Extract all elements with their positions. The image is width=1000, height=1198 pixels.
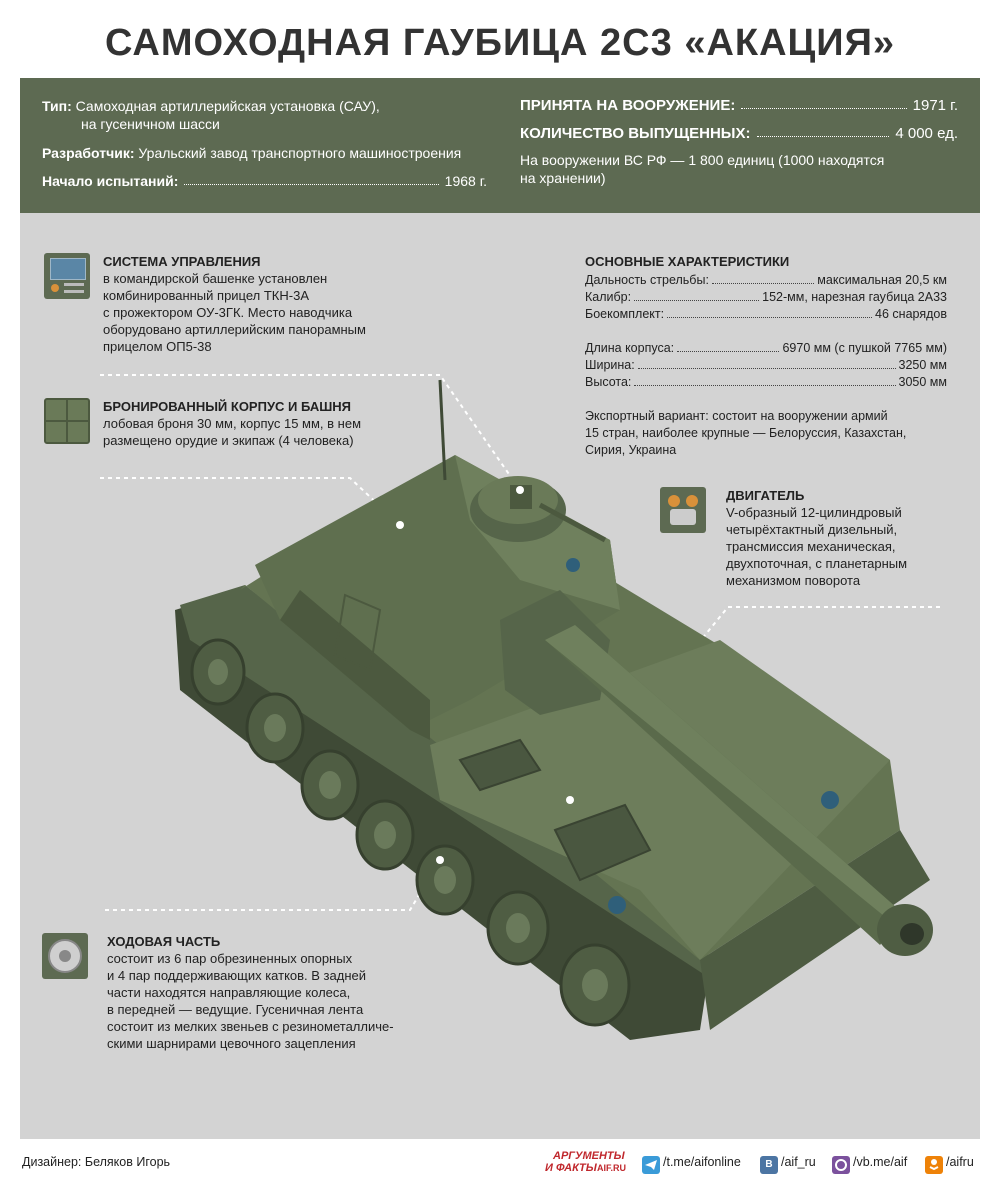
armor-line: размещено орудие и экипаж (4 человека) bbox=[103, 433, 354, 448]
engine-block bbox=[726, 487, 907, 589]
spec-length bbox=[585, 340, 947, 357]
tests-label: Начало испытаний: bbox=[42, 173, 179, 189]
control-line: в командирской башенке установлен bbox=[103, 271, 328, 286]
developer-label: Разработчик: bbox=[42, 145, 135, 161]
produced-label: КОЛИЧЕСТВО ВЫПУЩЕННЫХ: bbox=[520, 125, 751, 142]
spec-range bbox=[585, 272, 947, 289]
vk-link[interactable]: /aif_ru bbox=[781, 1155, 816, 1169]
vk-icon[interactable]: В bbox=[760, 1156, 778, 1174]
specs-heading: ОСНОВНЫЕ ХАРАКТЕРИСТИКИ bbox=[585, 254, 790, 269]
control-line: комбинированный прицел ТКН-3А bbox=[103, 288, 309, 303]
spec-height bbox=[585, 374, 947, 391]
produced-value: 4 000 ед. bbox=[895, 125, 958, 142]
specs-block bbox=[585, 253, 947, 459]
adopted-label: ПРИНЯТА НА ВООРУЖЕНИЕ: bbox=[520, 97, 736, 114]
chassis-line: и 4 пар поддерживающих катков. В задней bbox=[107, 968, 367, 983]
spec-caliber bbox=[585, 289, 947, 306]
spec-ammo bbox=[585, 306, 947, 323]
engine-line: двухпоточная, с планетарным bbox=[726, 556, 908, 571]
spec-label: Высота: bbox=[585, 375, 632, 389]
chassis-line: состоит из 6 пар обрезиненных опорных bbox=[107, 951, 353, 966]
spec-value: максимальная 20,5 км bbox=[817, 273, 947, 287]
export-line: Экспортный вариант: состоит на вооружении армий bbox=[585, 409, 888, 423]
type-value-2: на гусеничном шасси bbox=[81, 116, 220, 132]
chassis-line: в передней — ведущие. Гусеничная лента bbox=[107, 1002, 364, 1017]
engine-line: V-образный 12-цилиндровый bbox=[726, 505, 902, 520]
spec-label: Боекомплект: bbox=[585, 307, 665, 321]
telegram-icon[interactable] bbox=[642, 1156, 660, 1174]
wheel-icon bbox=[42, 933, 88, 979]
spec-value: 152-мм, нарезная гаубица 2А33 bbox=[762, 290, 947, 304]
spec-width bbox=[585, 357, 947, 374]
spec-label: Дальность стрельбы: bbox=[585, 273, 709, 287]
ok-link[interactable]: /aifru bbox=[946, 1155, 974, 1169]
control-line: прицелом ОП5-38 bbox=[103, 339, 212, 354]
service-line-1: На вооружении ВС РФ — 1 800 единиц (1000 находятся bbox=[520, 152, 885, 168]
armor-heading: БРОНИРОВАННЫЙ КОРПУС И БАШНЯ bbox=[103, 399, 352, 414]
control-line: оборудовано артиллерийским панорамным bbox=[103, 322, 366, 337]
odnoklassniki-icon[interactable] bbox=[925, 1156, 943, 1174]
type-label: Тип: bbox=[42, 98, 72, 114]
engine-line: четырёхтактный дизельный, bbox=[726, 522, 898, 537]
armor-plate-icon bbox=[44, 398, 90, 444]
adopted-value: 1971 г. bbox=[912, 97, 958, 114]
logo-text: И ФАКТЫ bbox=[545, 1162, 597, 1174]
page-title: САМОХОДНАЯ ГАУБИЦА 2С3 «АКАЦИЯ» bbox=[104, 22, 896, 64]
aif-logo[interactable] bbox=[545, 1150, 637, 1178]
developer-value: Уральский завод транспортного машиностроения bbox=[138, 145, 462, 161]
armor-block bbox=[103, 398, 361, 449]
designer-credit: Дизайнер: Беляков Игорь bbox=[22, 1155, 171, 1169]
engine-line: механизмом поворота bbox=[726, 573, 861, 588]
spec-label: Калибр: bbox=[585, 290, 632, 304]
chassis-line: части находятся направляющие колеса, bbox=[107, 985, 351, 1000]
chassis-line: состоит из мелких звеньев с резинометалличе- bbox=[107, 1019, 394, 1034]
chassis-block bbox=[107, 933, 394, 1052]
spec-value: 3250 мм bbox=[898, 358, 947, 372]
engine-icon bbox=[660, 487, 706, 533]
service-line-2: на хранении) bbox=[520, 170, 606, 186]
type-value: Самоходная артиллерийская установка (САУ), bbox=[75, 98, 380, 114]
chassis-heading: ХОДОВАЯ ЧАСТЬ bbox=[107, 934, 221, 949]
armor-line: лобовая броня 30 мм, корпус 15 мм, в нем bbox=[103, 416, 362, 431]
control-system-block bbox=[103, 253, 366, 355]
logo-text: AIF.RU bbox=[597, 1163, 626, 1173]
telegram-link[interactable]: /t.me/aifonline bbox=[663, 1155, 741, 1169]
logo-text: АРГУМЕНТЫ bbox=[553, 1150, 625, 1162]
control-heading: СИСТЕМА УПРАВЛЕНИЯ bbox=[103, 254, 261, 269]
export-line: 15 стран, наиболее крупные — Белоруссия, Казахстан, bbox=[585, 426, 907, 440]
control-panel-icon bbox=[44, 253, 90, 299]
spec-value: 46 снарядов bbox=[875, 307, 947, 321]
spec-value: 3050 мм bbox=[898, 375, 947, 389]
spec-label: Ширина: bbox=[585, 358, 635, 372]
viber-icon[interactable] bbox=[832, 1156, 850, 1174]
spec-label: Длина корпуса: bbox=[585, 341, 675, 355]
viber-link[interactable]: /vb.me/aif bbox=[853, 1155, 908, 1169]
engine-line: трансмиссия механическая, bbox=[726, 539, 896, 554]
engine-heading: ДВИГАТЕЛЬ bbox=[726, 488, 805, 503]
chassis-line: скими шарнирами цевочного зацепления bbox=[107, 1036, 356, 1051]
control-line: с прожектором ОУ-3ГК. Место наводчика bbox=[103, 305, 353, 320]
export-line: Сирия, Украина bbox=[585, 443, 677, 457]
spec-value: 6970 мм (с пушкой 7765 мм) bbox=[782, 341, 947, 355]
tests-value: 1968 г. bbox=[444, 173, 487, 189]
